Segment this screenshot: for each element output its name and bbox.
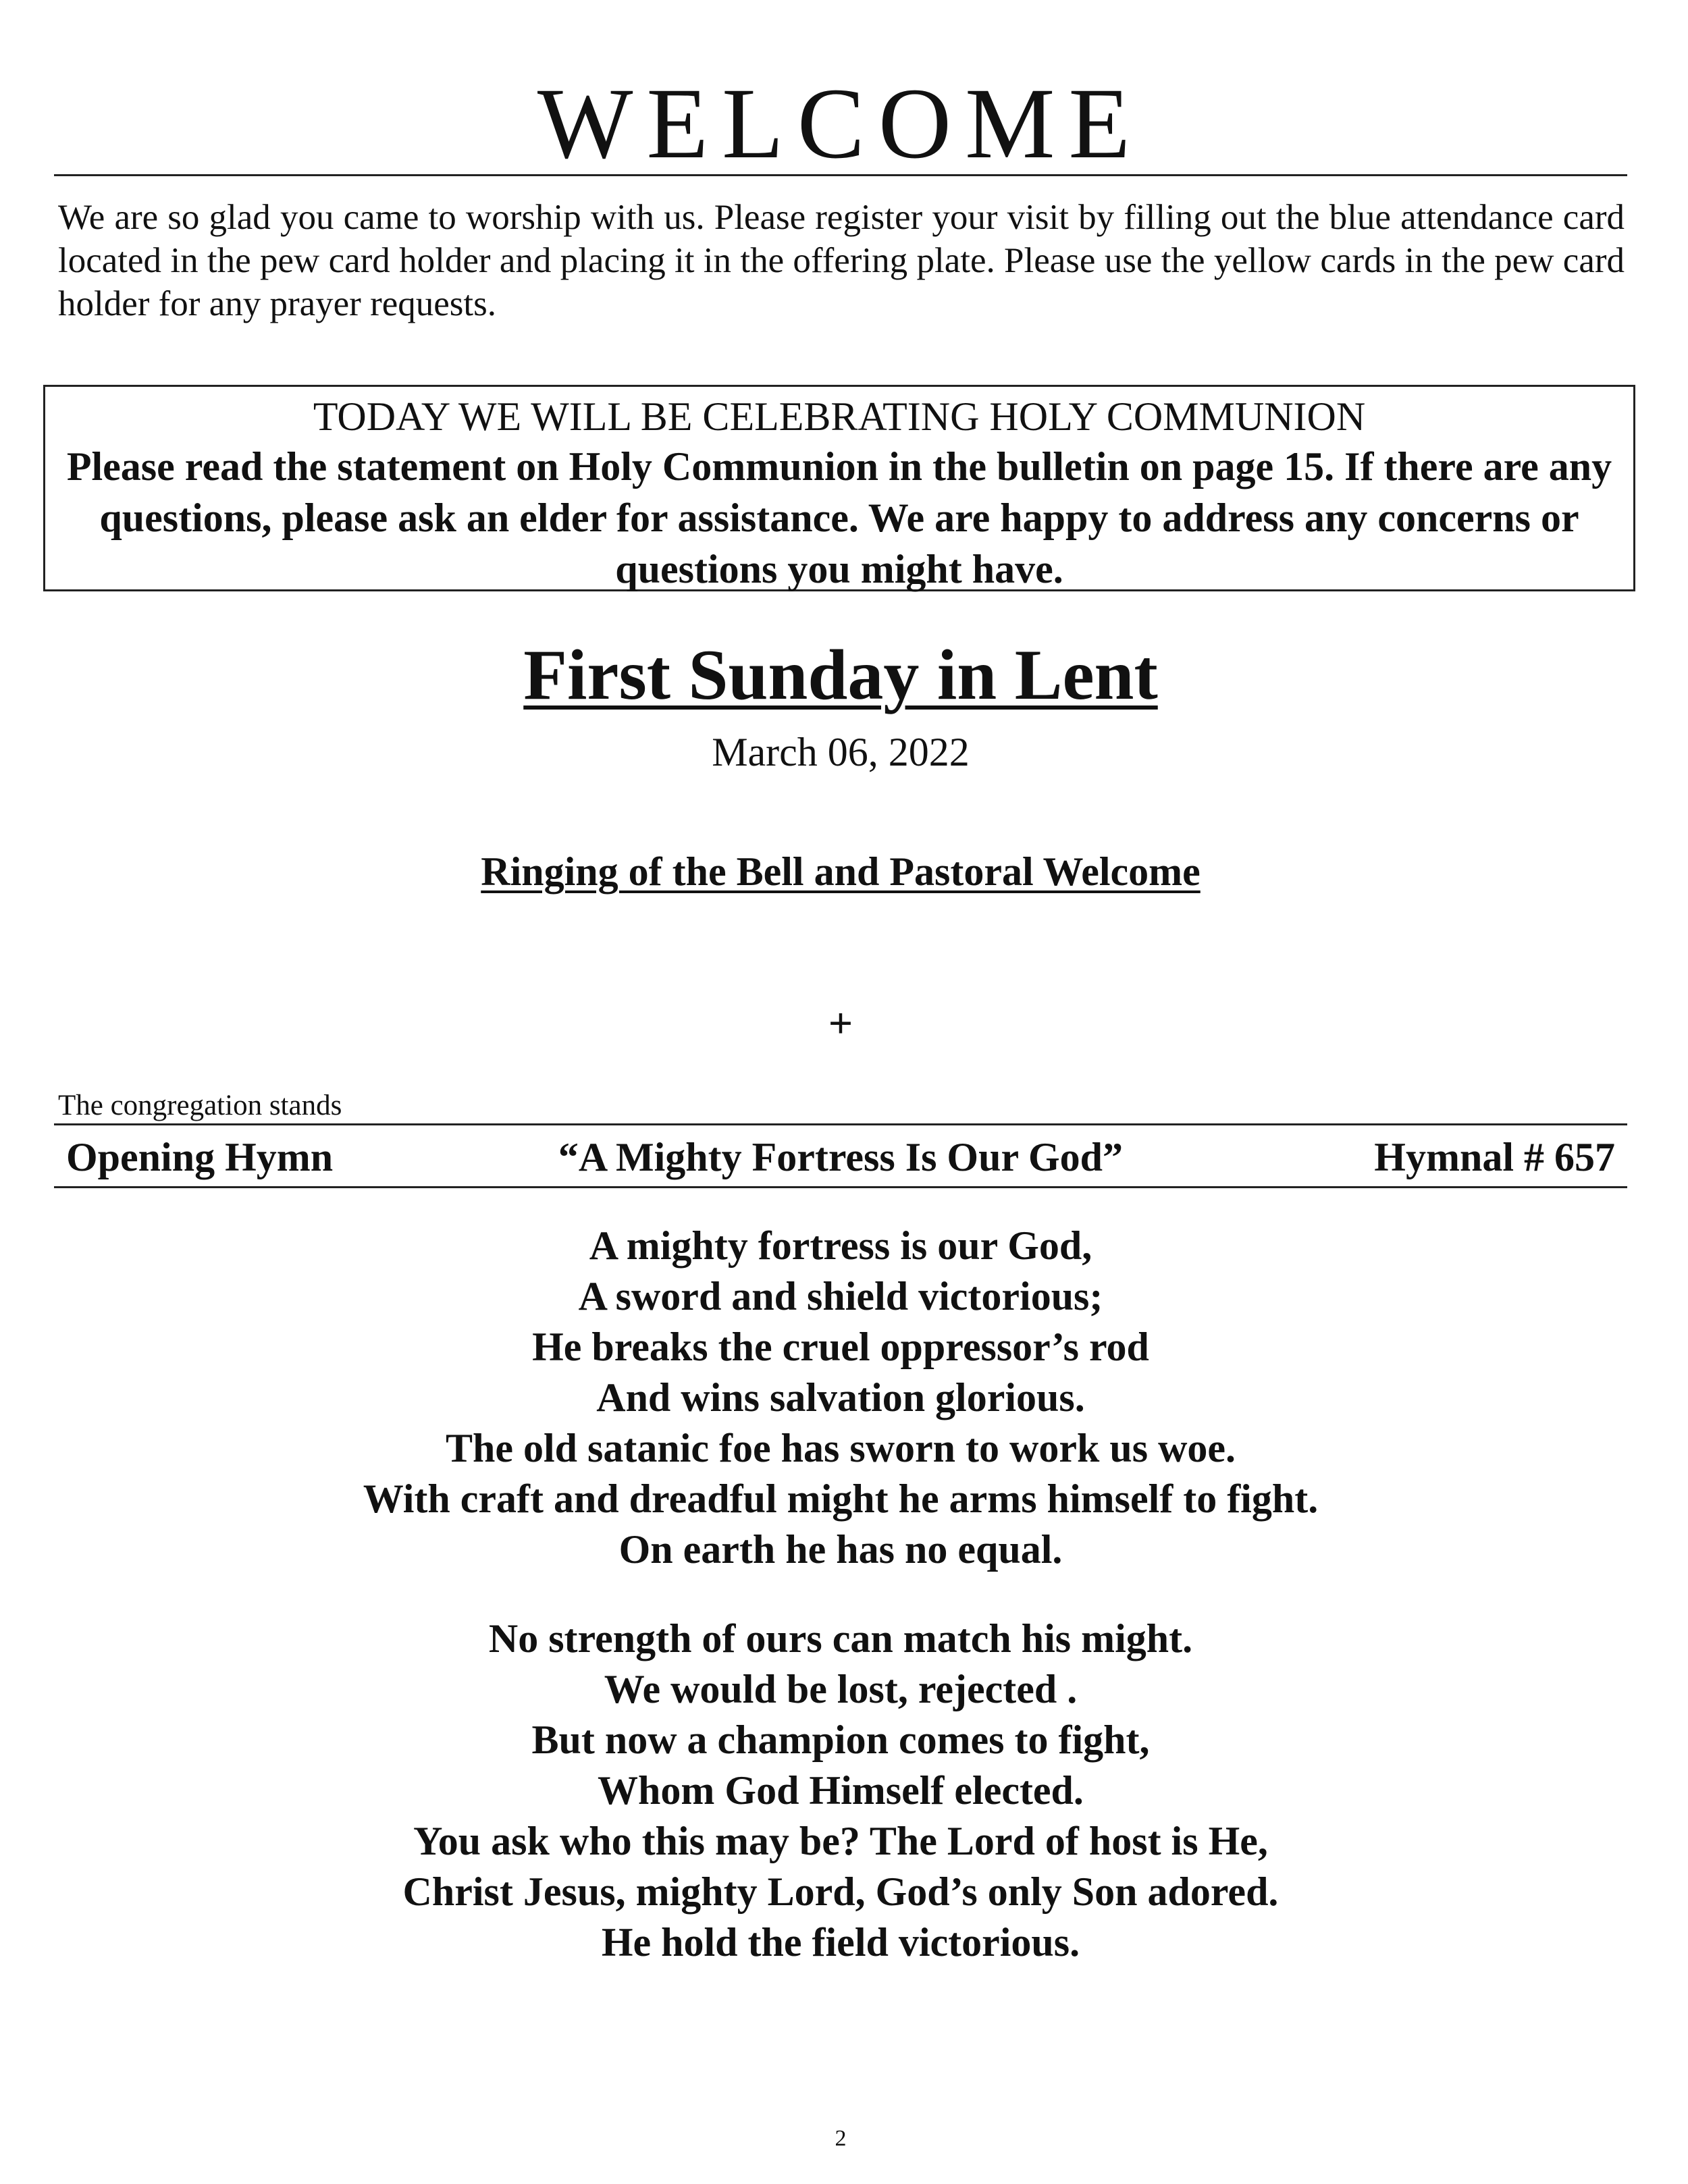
hymn-bottom-divider [54, 1186, 1627, 1188]
congregation-rubric: The congregation stands [58, 1090, 342, 1121]
verse-line: No strength of ours can match his might. [488, 1616, 1193, 1661]
hymn-title: “A Mighty Fortress Is Our God” [558, 1135, 1124, 1179]
hymn-heading-row [54, 1131, 1627, 1183]
page-number: 2 [835, 2126, 847, 2151]
verse-line: But now a champion comes to fight, [531, 1717, 1150, 1762]
welcome-title: WELCOME [537, 68, 1144, 180]
communion-notice-box [43, 385, 1635, 591]
hymn-verse [54, 1221, 1627, 1575]
hymnal-number: Hymnal # 657 [1374, 1135, 1615, 1179]
hymn-top-divider [54, 1123, 1627, 1125]
verse-line: A sword and shield victorious; [578, 1274, 1103, 1319]
welcome-paragraph: We are so glad you came to worship with us. Please register your visit by filling out the blue attendance card located in the pew card holder and placing it in the offering plate. Please use the yellow cards in the pew card holder for any prayer requests. [58, 198, 1625, 323]
hymn-verse [54, 1614, 1627, 1968]
verse-line: A mighty fortress is our God, [589, 1223, 1092, 1268]
verse-line: He hold the field victorious. [601, 1920, 1080, 1965]
verse-line: Whom God Himself elected. [598, 1768, 1084, 1813]
cross-icon: + [828, 999, 853, 1047]
verse-line: With craft and dreadful might he arms himself to fight. [363, 1476, 1319, 1521]
communion-heading: TODAY WE WILL BE CELEBRATING HOLY COMMUNION [313, 394, 1366, 439]
verse-line: He breaks the cruel oppressor’s rod [532, 1325, 1149, 1369]
hymn-label: Opening Hymn [66, 1135, 334, 1179]
verse-line: We would be lost, rejected . [604, 1667, 1078, 1711]
verse-line: Christ Jesus, mighty Lord, God’s only Son adored. [402, 1869, 1279, 1914]
verse-line: And wins salvation glorious. [596, 1375, 1085, 1420]
verse-line: You ask who this may be? The Lord of host is He, [413, 1819, 1268, 1863]
title-divider [54, 174, 1627, 176]
service-date: March 06, 2022 [712, 730, 970, 774]
bell-welcome-heading: Ringing of the Bell and Pastoral Welcome [481, 849, 1201, 894]
communion-instructions: Please read the statement on Holy Communion in the bulletin on page 15. If there are any questions, please ask an elder for assistance. We are happy to address any concerns or questions you might have. [66, 444, 1612, 591]
verse-line: On earth he has no equal. [618, 1527, 1063, 1572]
service-title: First Sunday in Lent [523, 635, 1158, 714]
verse-line: The old satanic foe has sworn to work us woe. [445, 1426, 1236, 1470]
